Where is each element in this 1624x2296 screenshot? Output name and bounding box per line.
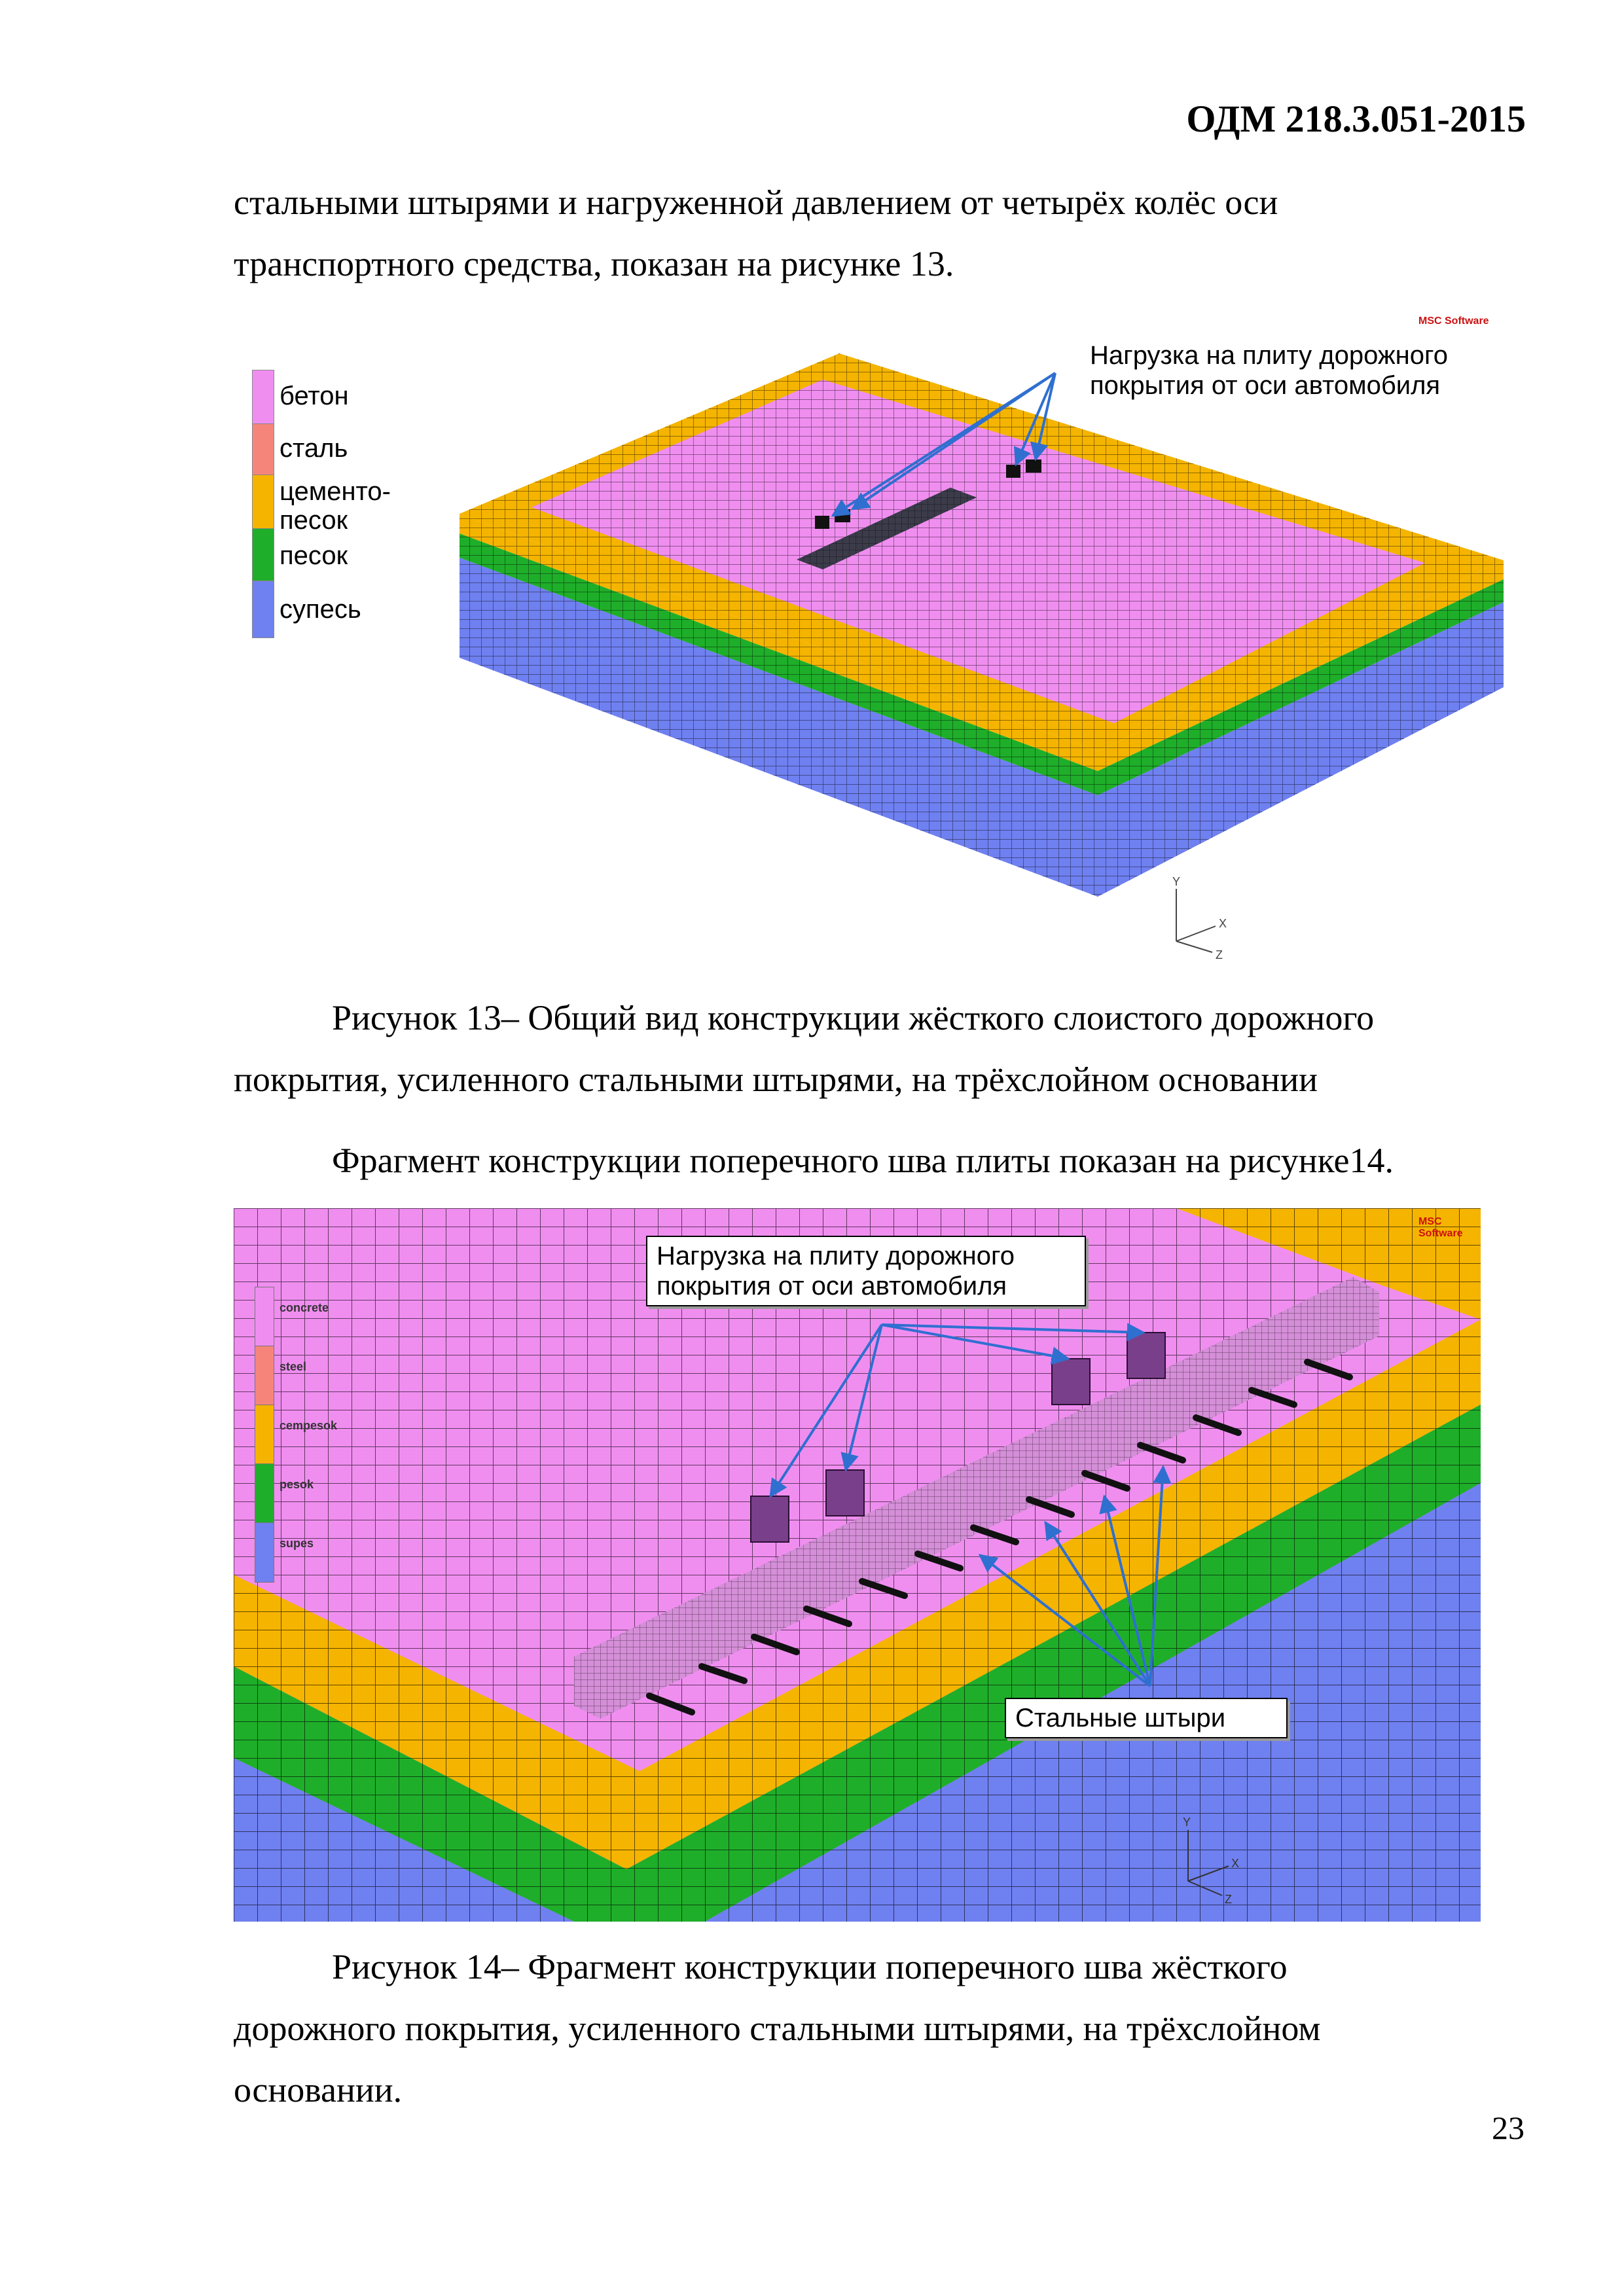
axis-z-label: Z: [1225, 1893, 1232, 1906]
legend-swatch-concrete: [252, 370, 274, 425]
legend-label-concrete: concrete: [280, 1301, 329, 1314]
figure-13-model-drawing: [234, 308, 1525, 975]
figure-13-caption-line-2: покрытия, усиленного стальными штырями, на трёхслойном основании: [234, 1060, 1318, 1099]
msc-software-logo: MSC Software: [1418, 315, 1489, 327]
page-number: 23: [1492, 2109, 1525, 2146]
axis-y-label: Y: [1183, 1816, 1191, 1829]
legend-swatch-sand: [255, 1463, 274, 1524]
legend-swatch-cement-sand: [255, 1405, 274, 1465]
load-callout: Нагрузка на плиту дорожного покрытия от оси автомобиля: [1090, 341, 1448, 400]
legend-swatch-sandy-loam: [255, 1522, 274, 1583]
legend-swatch-sand: [252, 528, 274, 582]
legend-swatch-steel: [255, 1346, 274, 1406]
axis-z-label: Z: [1216, 948, 1223, 961]
figure-14-caption-line-3: основании.: [234, 2070, 403, 2109]
legend-swatch-sandy-loam: [252, 581, 274, 638]
legend-label-sandy-loam: супесь: [280, 595, 361, 624]
document-code: ОДМ 218.3.051-2015: [1186, 98, 1526, 140]
legend-label-cement-sand: цементо-песок: [280, 477, 391, 535]
axis-x-label: X: [1231, 1857, 1240, 1870]
msc-software-logo: MSC Software: [1418, 1216, 1463, 1239]
legend: [252, 370, 422, 645]
legend-label-sand: pesok: [280, 1478, 314, 1491]
legend-label-steel: steel: [280, 1360, 307, 1373]
figure-14: [234, 1208, 1481, 1922]
dowels-callout: Стальные штыри: [1005, 1698, 1288, 1738]
intro-line-1: стальными штырями и нагруженной давлением от четырёх колёс оси: [234, 183, 1278, 222]
legend: [255, 1287, 386, 1588]
legend-label-sand: песок: [280, 541, 348, 570]
axis-x-label: X: [1219, 917, 1227, 930]
legend-label-concrete: бетон: [280, 382, 349, 410]
legend-label-sandy-loam: supes: [280, 1537, 314, 1550]
legend-label-cement-sand: cempesok: [280, 1419, 338, 1432]
transition-text: Фрагмент конструкции поперечного шва плиты показан на рисунке14.: [332, 1141, 1394, 1180]
figure-14-model-drawing: [234, 1208, 1481, 1922]
axis-y-label: Y: [1172, 875, 1181, 888]
figure-13-caption-line-1: Рисунок 13– Общий вид конструкции жёсткого слоистого дорожного: [332, 998, 1375, 1037]
legend-swatch-concrete: [255, 1287, 274, 1347]
figure-14-caption-line-1: Рисунок 14– Фрагмент конструкции поперечного шва жёсткого: [332, 1947, 1288, 1986]
load-callout: Нагрузка на плиту дорожного покрытия от оси автомобиля: [646, 1236, 1086, 1306]
legend-swatch-cement-sand: [252, 475, 274, 529]
legend-swatch-steel: [252, 423, 274, 476]
intro-line-2: транспортного средства, показан на рисунке 13.: [234, 244, 954, 283]
legend-label-steel: сталь: [280, 434, 348, 463]
figure-13: [234, 308, 1525, 975]
figure-14-caption-line-2: дорожного покрытия, усиленного стальными штырями, на трёхслойном: [234, 2009, 1321, 2048]
